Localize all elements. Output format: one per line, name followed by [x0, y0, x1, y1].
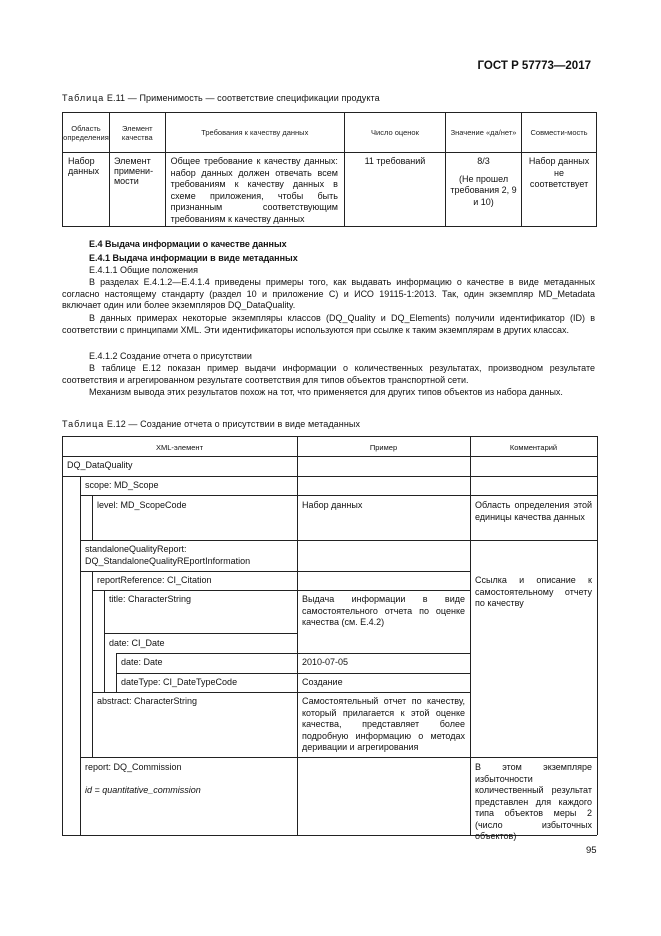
heading-e41: E.4.1 Выдача информации в виде метаданных — [89, 253, 298, 263]
header-scope: Область определения — [63, 113, 110, 153]
row-abstract: abstract: CharacterString — [97, 696, 198, 706]
cell-compatibility: Набор данных не соответствует — [522, 153, 597, 227]
level-example: Набор данных — [302, 500, 363, 510]
header-value: Значение «да/нет» — [446, 113, 522, 153]
reportreference-comment: Ссылка и описание к самостоятельному отчету по качеству — [475, 575, 592, 608]
header-compatibility: Совмести-мость — [522, 113, 597, 153]
cell-scope: Набор данных — [63, 153, 110, 227]
standard-number: ГОСТ Р 57773—2017 — [477, 60, 591, 72]
caption-label: Таблица — [62, 93, 105, 103]
header-example: Пример — [369, 443, 398, 452]
row-level: level: MD_ScopeCode — [97, 500, 187, 510]
row-report: report: DQ_Commission — [85, 762, 182, 772]
row-dq-dataquality: DQ_DataQuality — [67, 460, 133, 470]
row-reportreference: reportReference: CI_Citation — [97, 575, 212, 585]
title-example: Выдача информации в виде самостоятельного отчета по оценке качества (см. E.4.2) — [302, 594, 465, 627]
header-element: Элемент качества — [109, 113, 165, 153]
page-number: 95 — [586, 845, 597, 856]
row-scope: scope: MD_Scope — [85, 480, 159, 490]
heading-e4: E.4 Выдача информации о качестве данных — [89, 239, 287, 249]
value-main: 8/3 — [477, 156, 490, 166]
heading-e411: E.4.1.1 Общие положения — [89, 265, 198, 275]
caption-text: E.12 — Создание отчета о присутствии в виде метаданных — [106, 419, 361, 429]
row-report-id: id = quantitative_commission — [85, 785, 201, 795]
caption-label: Таблица — [62, 419, 105, 429]
header-comment: Комментарий — [509, 443, 558, 452]
cell-element: Элемент примени-мости — [109, 153, 165, 227]
abstract-example: Самостоятельный отчет по качеству, который прилагается к этой оценке качества, представляет более подробную информацию о методах деривации и агрегирования — [302, 696, 465, 752]
row-standalone-line1: standaloneQualityReport: — [85, 544, 187, 554]
paragraph-1: В разделах E.4.1.2—E.4.1.4 приведены примеры того, как выдавать информацию о качестве в виде метаданных согласно настоящему стандарту (раздел 10 и приложение С) и ИСО 19115-1:2013. Так, один экземпляр MD_Metadata включает один или более экземпляров DQ_DataQuality. — [62, 277, 595, 310]
report-comment: В этом экземпляре избыточности количественный результат представлен для каждого типа объектов меры 2 (число избыточных объектов) — [475, 762, 592, 841]
row-datetype: dateType: CI_DateTypeCode — [121, 677, 238, 687]
header-count: Число оценок — [344, 113, 445, 153]
caption-text: E.11 — Применимость — соответствие спецификации продукта — [106, 93, 380, 103]
row-standalone-line2: DQ_StandaloneQualityREportInformation — [85, 556, 251, 566]
paragraph-3: В таблице E.12 показан пример выдачи информации о количественных результатах, производном результате соответствия и агрегированном результате соответствия для типов объектов транспортной сети. — [62, 363, 595, 385]
value-note: (Не прошел требования 2, 9 и 10) — [450, 173, 517, 207]
heading-e412: E.4.1.2 Создание отчета о присутствии — [89, 351, 252, 361]
cell-count: 11 требований — [344, 153, 445, 227]
header-requirements: Требования к качеству данных — [165, 113, 344, 153]
row-date: date: Date — [121, 657, 163, 667]
cell-requirement: Общее требование к качеству данных: набор данных должен отвечать всем требованиям к качеству данных в схеме приложения, чтобы быть признанным соответствующим требованиям к качеству данных — [165, 153, 344, 227]
row-date-ci: date: CI_Date — [109, 638, 165, 648]
header-xml-element: XML-элемент — [155, 443, 204, 452]
level-comment: Область определения этой единицы качества данных — [475, 500, 592, 522]
date-example: 2010-07-05 — [302, 657, 349, 667]
datetype-example: Создание — [302, 677, 343, 687]
paragraph-4: Механизм вывода этих результатов похож на тот, что применяется для других типов объектов из набора данных. — [89, 387, 563, 397]
row-title: title: CharacterString — [109, 594, 192, 604]
paragraph-2: В данных примерах некоторые экземпляры классов (DQ_Quality и DQ_Elements) получили идентификатор (ID) в соответствии с принципами XML. Эти идентификаторы используются при ссылке к таким экземплярам в других классах. — [62, 313, 595, 335]
